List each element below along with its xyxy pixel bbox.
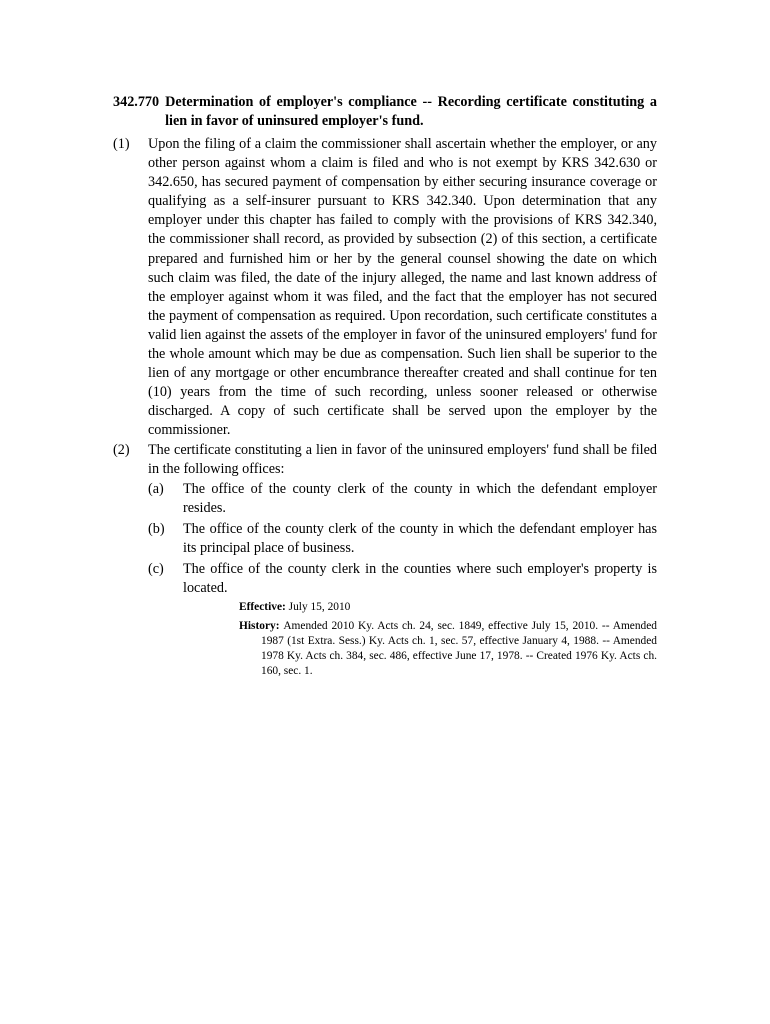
subsection-number: (a) xyxy=(148,480,164,497)
subsection-item-b xyxy=(148,520,657,558)
section-heading: Determination of employer's compliance -- Recording certificate constituting a lien in favor of uninsured employer's fund. xyxy=(165,94,657,129)
history-text: Amended 2010 Ky. Acts ch. 24, sec. 1849, effective July 15, 2010. -- Amended 1987 (1st Extra. Sess.) Ky. Acts ch. 1, sec. 57, effective January 4, 1988. -- Amended 1978 Ky. Acts ch. 384, sec. 486, effective June 17, 1978. -- Created 1976 Ky. Acts ch. 160, sec. 1. xyxy=(261,619,657,678)
paragraph-2 xyxy=(113,441,657,683)
paragraph-number: (1) xyxy=(113,136,130,152)
history-row xyxy=(239,619,657,680)
effective-date-row xyxy=(239,600,657,615)
statute-meta xyxy=(239,600,657,679)
paragraph-text: The certificate constituting a lien in favor of the uninsured employers' fund shall be filed in the following offices: xyxy=(148,441,657,477)
subsection-text: The office of the county clerk of the county in which the defendant employer resides. xyxy=(183,480,657,516)
section-number: 342.770 xyxy=(113,94,160,110)
subsection-list xyxy=(148,480,657,599)
paragraph-body xyxy=(148,135,657,441)
subsection-number: (b) xyxy=(148,520,165,537)
subsection-item-a xyxy=(148,480,657,518)
effective-label: Effective: xyxy=(239,601,289,614)
effective-date: July 15, 2010 xyxy=(288,601,351,614)
paragraph-number: (2) xyxy=(113,441,130,458)
paragraph-1 xyxy=(113,135,657,441)
subsection-text: The office of the county clerk in the counties where such employer's property is located. xyxy=(183,561,657,597)
paragraph-text: Upon the filing of a claim the commissioner shall ascertain whether the employer, or any other person against whom a claim is filed and who is not exempt by KRS 342.630 or 342.650, has secured payment of compensation by either securing insurance coverage or qualifying as a self-insurer pursuant to KRS 342.340. Upon determination that any employer under this chapter has failed to comply with the provisions of KRS 342.340, the commissioner shall record, as provided by subsection (2) of this section, a certificate prepared and furnished him or her by the general counsel showing the date on which such claim was filed, the date of the injury alleged, the name and last known address of the employer against whom it was filed, and the fact that the employer has not secured the payment of compensation as required. Upon recordation, such certificate constitutes a valid lien against the assets of the employer in favor of the uninsured employers' fund for the whole amount which may be due as compensation. Such lien shall be superior to the lien of any mortgage or other encumbrance thereafter created and shall continue for ten (10) years from the time of such recording, unless sooner released or otherwise discharged. A copy of such certificate shall be served upon the employer by the commissioner. xyxy=(148,136,657,439)
history-label: History: xyxy=(239,619,284,632)
paragraph-body xyxy=(148,441,657,683)
subsection-item-c xyxy=(148,560,657,598)
section-title xyxy=(113,93,657,131)
subsection-text: The office of the county clerk of the county in which the defendant employer has its principal place of business. xyxy=(183,520,657,556)
subsection-number: (c) xyxy=(148,561,164,578)
